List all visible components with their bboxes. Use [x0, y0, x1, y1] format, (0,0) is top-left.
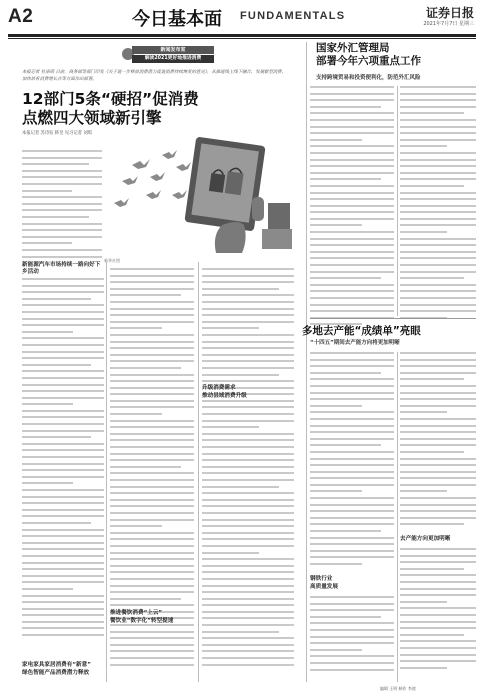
page-footer: 编辑 王明 制作 李波: [380, 686, 416, 691]
capacity-headline: 多地去产能“成绩单”亮眼: [302, 325, 421, 337]
column-divider: [397, 86, 398, 316]
capacity-subhead-2: 去产能方向更加明晰: [400, 536, 451, 542]
fx-headline-line2: 部署今年六项重点工作: [316, 55, 421, 67]
column-divider: [397, 352, 398, 682]
capacity-subhead-1: 钢铁行业: [310, 576, 333, 582]
column-divider: [106, 262, 107, 682]
illustration-caption: 新华社图: [104, 258, 120, 263]
capacity-body-col1: [310, 352, 394, 570]
lead-body-intro: [22, 150, 102, 262]
lead-subhead-1: 新能源汽车市场持续一路向好下乡活动: [22, 262, 101, 275]
issue-date: 2021年7月7日 星期三: [423, 21, 474, 27]
capacity-subtitle: “十四五”期间去产能方向将更加明晰: [310, 340, 400, 346]
lead-body-col3: [202, 268, 294, 670]
page-number: A2: [8, 6, 34, 27]
lead-headline: [22, 90, 199, 128]
lead-subhead-6: 推进餐饮消费“上云”: [110, 610, 163, 616]
badge-subtitle: 解读2021更好地推进消费: [132, 55, 214, 63]
section-separator: [310, 318, 476, 319]
fx-body-col1: [310, 86, 394, 330]
fx-body-col2: [400, 86, 476, 323]
section-title-en: FUNDAMENTALS: [240, 10, 346, 22]
lead-summary: 本报记者 杜雨萌 日前，商务部等部门印发《关于进一步释放消费潜力促进消费持续恢复的意见》，从推进线上线下融合、发展新型消费、加快培育消费增长点等方面作出部署。: [22, 70, 287, 82]
lead-illustration: [102, 137, 298, 259]
header-rule-thin: [8, 38, 476, 39]
column-divider: [306, 42, 307, 682]
newspaper-name: 证券日报: [425, 6, 474, 20]
capacity-body-col1b: [310, 596, 394, 675]
capacity-body-col2b: [400, 548, 476, 673]
lead-subhead-3: 家电家具家居消费有“新意”: [22, 662, 91, 668]
section-title: 今日基本面: [132, 9, 222, 30]
column-divider: [198, 262, 199, 682]
lead-byline: 本报记者 苏诗钰 韩昱 见习记者 刘琪: [22, 131, 92, 136]
lead-headline-line2: 点燃四大领域新引擎: [22, 109, 162, 127]
lead-subhead-4: 绿色智能产品消费潜力释放: [22, 670, 90, 676]
lead-headline-line1: 12部门5条“硬招”促消费: [22, 90, 199, 108]
lead-subhead-2: 推动县域消费升级: [202, 393, 247, 399]
masthead: [0, 0, 484, 40]
capacity-body-col2: [400, 352, 476, 530]
fx-headline-line1: 国家外汇管理局: [316, 42, 390, 54]
lead-body-col1: [22, 278, 104, 641]
capacity-subhead-3: 高质量发展: [310, 584, 338, 590]
press-room-badge: [122, 46, 214, 64]
shopping-illustration-icon: [102, 137, 298, 259]
badge-title: 新闻发布室: [132, 46, 214, 54]
header-rule: [8, 34, 476, 37]
lead-subhead-5: 升级消费需求: [202, 385, 236, 391]
lead-subhead-7: 餐饮业“数字化”转型提速: [110, 618, 174, 624]
fx-subtitle: 支持跨境贸易和投资便利化，防范外汇风险: [316, 75, 421, 81]
fx-headline: [316, 42, 421, 68]
